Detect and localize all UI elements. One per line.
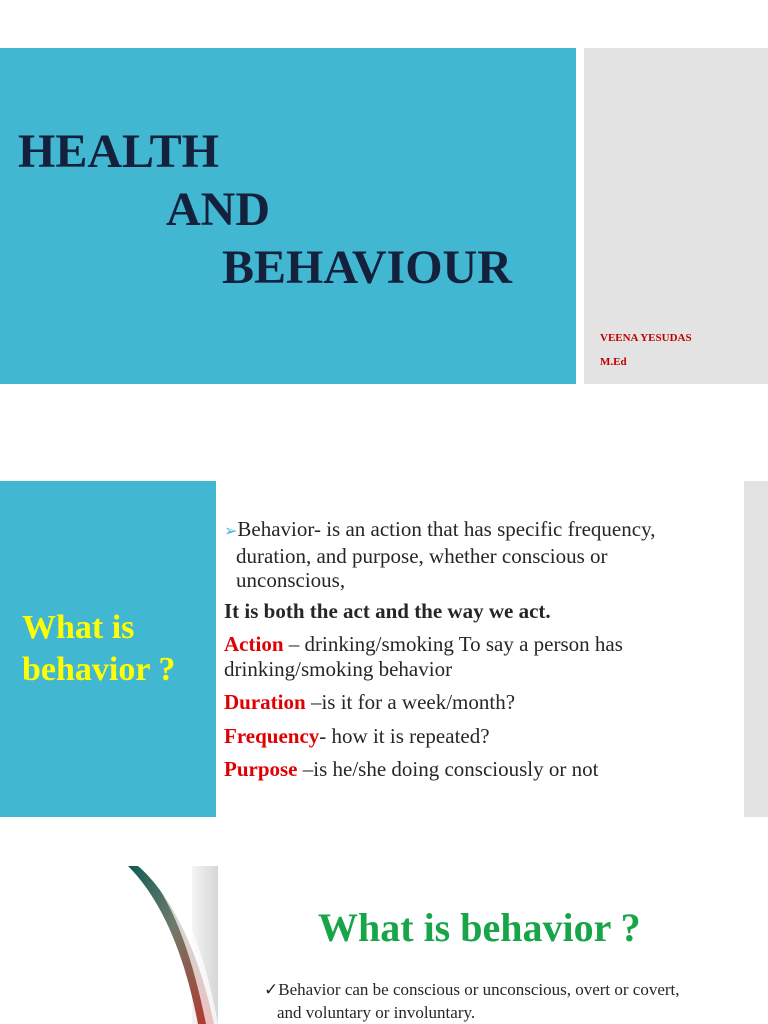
behavior-types-text bbox=[264, 978, 680, 1024]
types-line-1: Behavior can be conscious or unconscious, overt or covert, bbox=[278, 980, 680, 999]
author-degree: M.Ed bbox=[600, 356, 627, 368]
slide-title: What is behavior ? bbox=[318, 905, 641, 950]
frequency-item bbox=[224, 724, 490, 749]
bullet-line-1: Behavior- is an action that has specific frequency, bbox=[237, 517, 656, 541]
frequency-term: Frequency bbox=[224, 724, 320, 748]
action-term: Action bbox=[224, 632, 284, 656]
purpose-item bbox=[224, 757, 598, 782]
duration-item bbox=[224, 690, 515, 715]
purpose-text: –is he/she doing consciously or not bbox=[297, 757, 599, 781]
action-text: – drinking/smoking To say a person has bbox=[283, 632, 623, 656]
behavior-types-slide bbox=[0, 866, 768, 1024]
title-panel bbox=[0, 48, 576, 384]
slide-heading bbox=[22, 607, 175, 691]
title-line-and: AND bbox=[166, 183, 270, 236]
definition-slide bbox=[0, 481, 768, 817]
types-line-2: and voluntary or involuntary. bbox=[277, 1003, 476, 1022]
purpose-term: Purpose bbox=[224, 757, 298, 781]
duration-term: Duration bbox=[224, 690, 306, 714]
author-name: VEENA YESUDAS bbox=[600, 332, 692, 344]
side-strip bbox=[744, 481, 768, 817]
check-bullet-icon: ✓ bbox=[264, 980, 279, 999]
duration-text: –is it for a week/month? bbox=[305, 690, 516, 714]
heading-line-2: behavior ? bbox=[22, 651, 176, 688]
arrow-bullet-icon: ➢ bbox=[224, 523, 238, 540]
heading-panel bbox=[0, 481, 216, 817]
title-line-behaviour: BEHAVIOUR bbox=[222, 241, 512, 294]
bullet-line-3: unconscious, bbox=[236, 568, 346, 592]
action-continuation: drinking/smoking behavior bbox=[224, 657, 453, 681]
decorative-swoosh-graphic bbox=[128, 866, 218, 1024]
heading-line-1: What is bbox=[22, 609, 135, 646]
action-item bbox=[224, 632, 623, 682]
title-slide bbox=[0, 48, 768, 384]
frequency-text: - how it is repeated? bbox=[319, 724, 490, 748]
title-line-health: HEALTH bbox=[18, 125, 219, 178]
both-statement: It is both the act and the way we act. bbox=[224, 599, 551, 623]
definition-bullet bbox=[224, 517, 655, 592]
bullet-line-2: duration, and purpose, whether conscious or bbox=[236, 544, 608, 568]
